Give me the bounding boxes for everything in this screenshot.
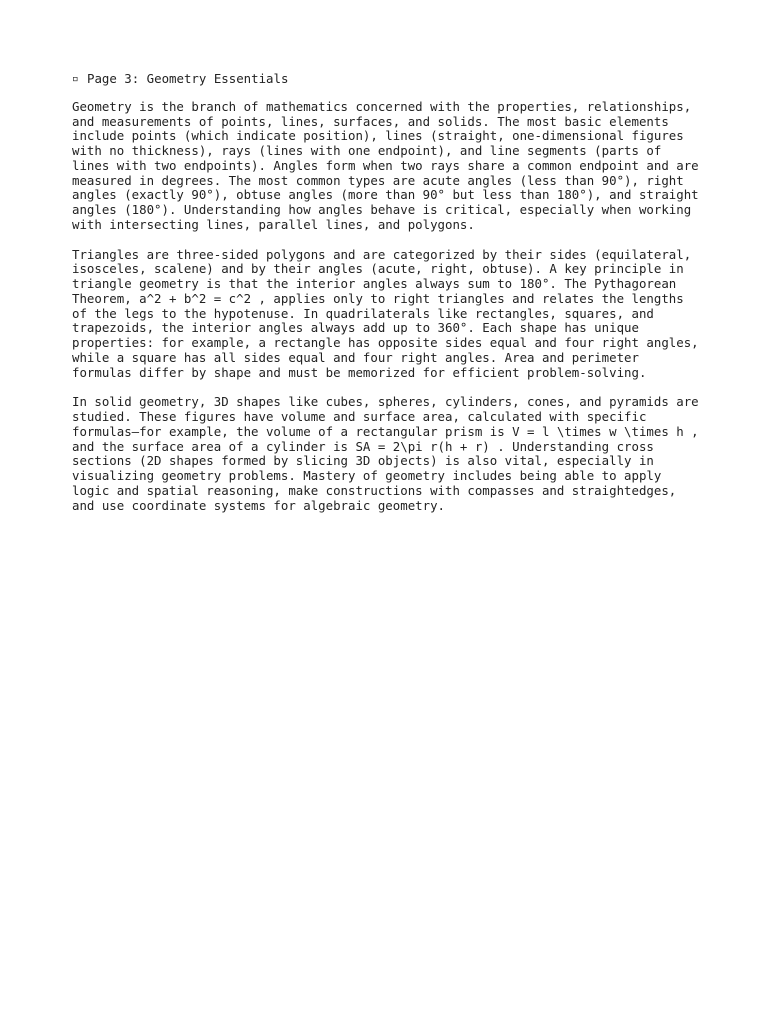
- paragraph-solid-geometry: In solid geometry, 3D shapes like cubes, spheres, cylinders, cones, and pyramids are studied. These figures have volume and surface area, calculated with specific formulas—for example, the volume of a rectangular prism is V = l \times w \times h , and the surface area of a cylinder is SA = 2\pi r(h + r) . Understanding cross sections (2D shapes formed by slicing 3D objects) is also vital, especially in visualizing geometry problems. Mastery of geometry includes being able to apply logic and spatial reasoning, make constructions with compasses and straightedges, and use coordinate systems for algebraic geometry.: [72, 394, 699, 513]
- document-page: [72, 72, 702, 528]
- page-heading: [72, 72, 702, 87]
- page-heading-text: Page 3: Geometry Essentials: [87, 71, 289, 86]
- page-icon: ▫: [72, 72, 79, 85]
- paragraph-geometry-basics: Geometry is the branch of mathematics concerned with the properties, relationships, and measurements of points, lines, surfaces, and solids. The most basic elements include points (which indicate position), lines (straight, one-dimensional figures with no thickness), rays (lines with one endpoint), and line segments (parts of lines with two endpoints). Angles form when two rays share a common endpoint and are measured in degrees. The most common types are acute angles (less than 90°), right angles (exactly 90°), obtuse angles (more than 90° but less than 180°), and straight angles (180°). Understanding how angles behave is critical, especially when working with intersecting lines, parallel lines, and polygons.: [72, 98, 699, 232]
- paragraph-triangles-polygons: Triangles are three-sided polygons and are categorized by their sides (equilateral, isosceles, scalene) and by their angles (acute, right, obtuse). A key principle in triangle geometry is that the interior angles always sum to 180°. The Pythagorean Theorem, a^2 + b^2 = c^2 , applies only to right triangles and relates the lengths of the legs to the hypotenuse. In quadrilaterals like rectangles, squares, and trapezoids, the interior angles always add up to 360°. Each shape has unique properties: for example, a rectangle has opposite sides equal and four right angles, while a square has all sides equal and four right angles. Area and perimeter formulas differ by shape and must be memorized for efficient problem-solving.: [72, 246, 699, 380]
